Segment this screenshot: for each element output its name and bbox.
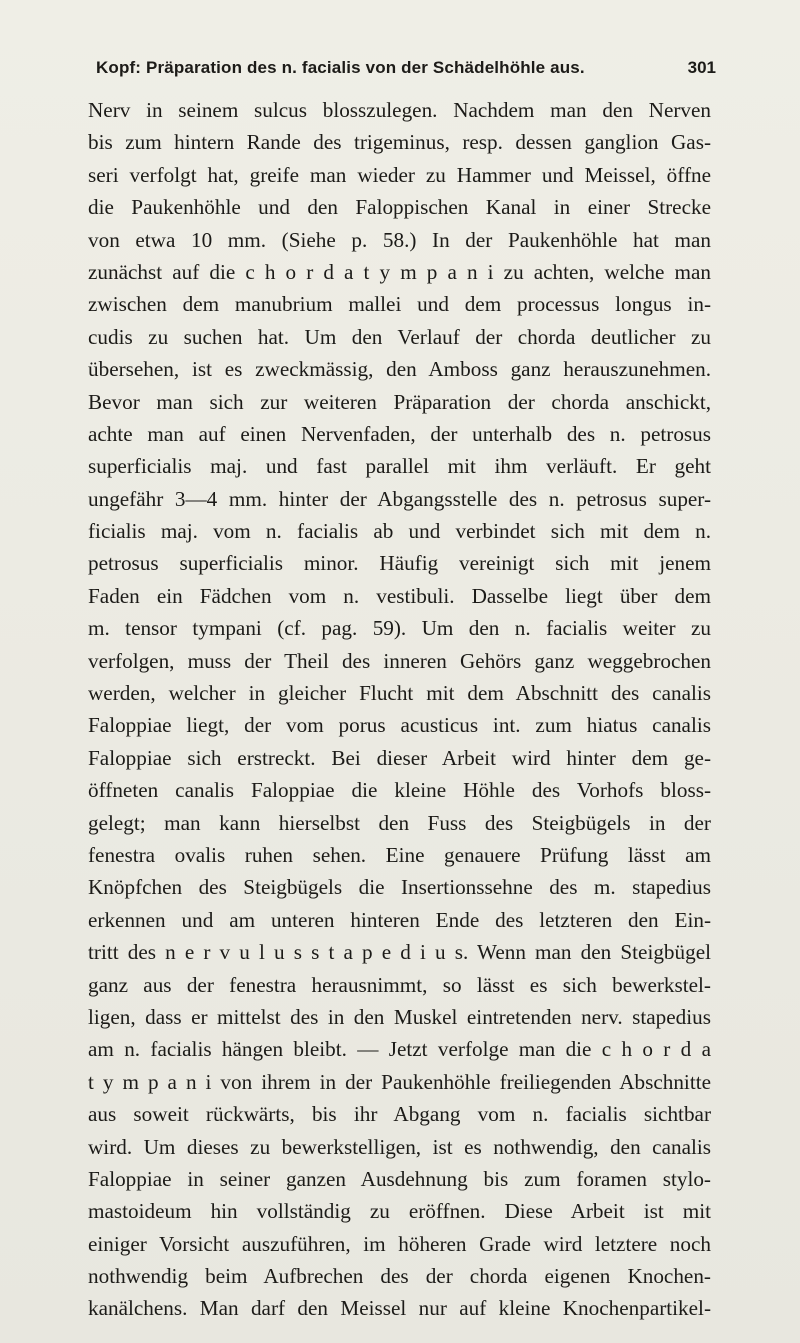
text-line: Bevor man sich zur weiteren Präparation der chorda anschickt, — [88, 389, 711, 414]
text-line: werden, welcher in gleicher Flucht mit dem Abschnitt des canalis — [88, 681, 711, 706]
text-line: nothwendig beim Aufbrechen des der chorda eigenen Knochen- — [88, 1264, 711, 1289]
body-text — [88, 94, 711, 1325]
text-line: tritt des n e r v u l u s s t a p e d i u s. Wenn man den Steigbügel — [88, 940, 711, 965]
text-line: Faloppiae in seiner ganzen Ausdehnung bis zum foramen stylo- — [88, 1166, 711, 1191]
text-line: von etwa 10 mm. (Siehe p. 58.) In der Paukenhöhle hat man — [88, 227, 711, 252]
text-line: achte man auf einen Nervenfaden, der unterhalb des n. petrosus — [88, 421, 711, 446]
text-line: ungefähr 3—4 mm. hinter der Abgangsstelle des n. petrosus super- — [88, 486, 711, 511]
text-line: zunächst auf die c h o r d a t y m p a n i zu achten, welche man — [88, 259, 711, 284]
text-line: aus soweit rückwärts, bis ihr Abgang vom n. facialis sichtbar — [88, 1102, 711, 1127]
text-line: die Paukenhöhle und den Faloppischen Kanal in einer Strecke — [88, 195, 711, 220]
running-head — [96, 58, 716, 88]
text-line: wird. Um dieses zu bewerkstelligen, ist es nothwendig, den canalis — [88, 1134, 711, 1159]
text-line: fenestra ovalis ruhen sehen. Eine genauere Prüfung lässt am — [88, 842, 711, 867]
text-line: ganz aus der fenestra herausnimmt, so lässt es sich bewerkstel- — [88, 972, 711, 997]
text-line: kanälchens. Man darf den Meissel nur auf kleine Knochenpartikel- — [88, 1296, 711, 1321]
text-line: öffneten canalis Faloppiae die kleine Höhle des Vorhofs bloss- — [88, 778, 711, 803]
text-line: Faden ein Fädchen vom n. vestibuli. Dasselbe liegt über dem — [88, 583, 711, 608]
text-line: cudis zu suchen hat. Um den Verlauf der chorda deutlicher zu — [88, 324, 711, 349]
text-line: mastoideum hin vollständig zu eröffnen. Diese Arbeit ist mit — [88, 1199, 711, 1224]
page-number: 301 — [687, 58, 716, 77]
text-line: superficialis maj. und fast parallel mit ihm verläuft. Er geht — [88, 454, 711, 479]
text-line: am n. facialis hängen bleibt. — Jetzt verfolge man die c h o r d a — [88, 1037, 711, 1062]
text-line: zwischen dem manubrium mallei und dem processus longus in- — [88, 292, 711, 317]
text-line: seri verfolgt hat, greife man wieder zu Hammer und Meissel, öffne — [88, 162, 711, 187]
text-line: petrosus superficialis minor. Häufig vereinigt sich mit jenem — [88, 551, 711, 576]
text-line: gelegt; man kann hierselbst den Fuss des Steigbügels in der — [88, 810, 711, 835]
text-line: einiger Vorsicht auszuführen, im höheren Grade wird letztere noch — [88, 1231, 711, 1256]
text-line: Knöpfchen des Steigbügels die Insertionssehne des m. stapedius — [88, 875, 711, 900]
text-line: bis zum hintern Rande des trigeminus, resp. dessen ganglion Gas- — [88, 130, 711, 155]
text-line: m. tensor tympani (cf. pag. 59). Um den n. facialis weiter zu — [88, 616, 711, 641]
text-line: ligen, dass er mittelst des in den Muskel eintretenden nerv. stapedius — [88, 1004, 711, 1029]
text-line: übersehen, ist es zweckmässig, den Amboss ganz herauszunehmen. — [88, 357, 711, 382]
text-line: t y m p a n i von ihrem in der Paukenhöhle freiliegenden Abschnitte — [88, 1069, 711, 1094]
text-line: ficialis maj. vom n. facialis ab und verbindet sich mit dem n. — [88, 519, 711, 544]
text-line: Nerv in seinem sulcus blosszulegen. Nachdem man den Nerven — [88, 98, 711, 122]
text-line: Faloppiae liegt, der vom porus acusticus int. zum hiatus canalis — [88, 713, 711, 738]
text-line: Faloppiae sich erstreckt. Bei dieser Arbeit wird hinter dem ge- — [88, 745, 711, 770]
running-title: Kopf: Präparation des n. facialis von der Schädelhöhle aus. — [96, 58, 585, 77]
text-line: verfolgen, muss der Theil des inneren Gehörs ganz weggebrochen — [88, 648, 711, 673]
text-line: erkennen und am unteren hinteren Ende des letzteren den Ein- — [88, 907, 711, 932]
